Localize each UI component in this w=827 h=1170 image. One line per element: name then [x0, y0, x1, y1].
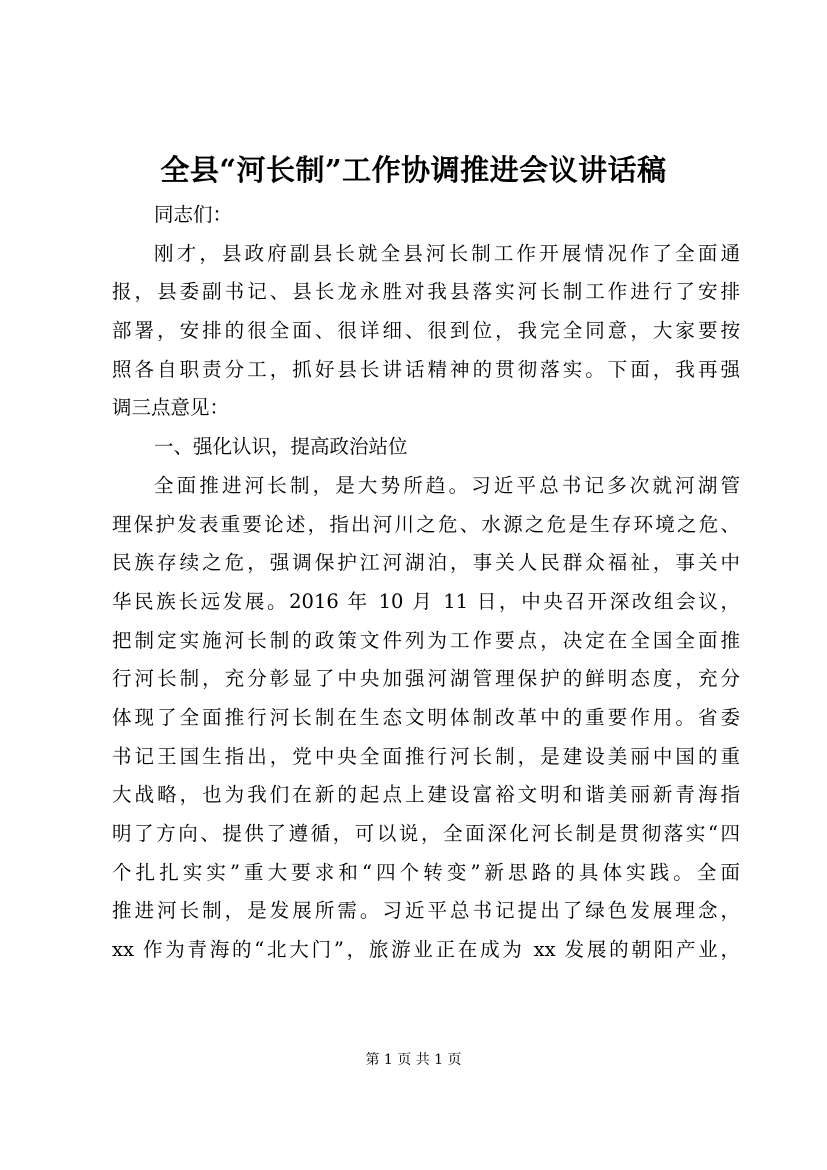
- document-title: 全县“河长制”工作协调推进会议讲话稿: [160, 153, 667, 187]
- text-line: 把制定实施河长制的政策文件列为工作要点，决定在全国全面推: [112, 628, 740, 652]
- text-line: 理保护发表重要论述，指出河川之危、水源之危是生存环境之危、: [112, 512, 740, 536]
- text-line: 民族存续之危，强调保护江河湖泊，事关人民群众福祉，事关中: [112, 551, 740, 575]
- text-line: 全面推进河长制，是大势所趋。习近平总书记多次就河湖管: [154, 473, 740, 497]
- text-line: 调三点意见：: [112, 396, 230, 420]
- text-line: 部署，安排的很全面、很详细、很到位，我完全同意，大家要按: [112, 319, 740, 343]
- text-line: 照各自职责分工，抓好县长讲话精神的贯彻落实。下面，我再强: [112, 357, 740, 381]
- text-line: 明了方向、提供了遵循，可以说，全面深化河长制是贯彻落实“四: [112, 822, 740, 845]
- text-line: 个扎扎实实”重大要求和“四个转变”新思路的具体实践。全面: [112, 860, 740, 884]
- text-line: 报，县委副书记、县长龙永胜对我县落实河长制工作进行了安排: [112, 280, 740, 304]
- document-body: [112, 196, 740, 970]
- text-line: 大战略，也为我们在新的起点上建设富裕文明和谐美丽新青海指: [112, 783, 740, 807]
- text-line: 体现了全面推行河长制在生态文明体制改革中的重要作用。省委: [112, 705, 740, 729]
- text-line: 行河长制，充分彰显了中央加强河湖管理保护的鲜明态度，充分: [112, 667, 740, 691]
- text-line: 一、强化认识，提高政治站位: [154, 435, 408, 459]
- text-line: 推进河长制，是发展所需。习近平总书记提出了绿色发展理念，: [112, 899, 740, 923]
- text-line: 同志们：: [154, 203, 233, 226]
- text-line: xx 作为青海的“北大门”，旅游业正在成为 xx 发展的朝阳产业，: [112, 938, 740, 962]
- text-line: 刚才，县政府副县长就全县河长制工作开展情况作了全面通: [154, 241, 740, 265]
- page-footer: 第 1 页 共 1 页: [365, 1052, 462, 1068]
- text-line: 书记王国生指出，党中央全面推行河长制，是建设美丽中国的重: [112, 744, 740, 768]
- text-line: 华民族长远发展。2016 年 10 月 11 日，中央召开深改组会议，: [112, 589, 740, 613]
